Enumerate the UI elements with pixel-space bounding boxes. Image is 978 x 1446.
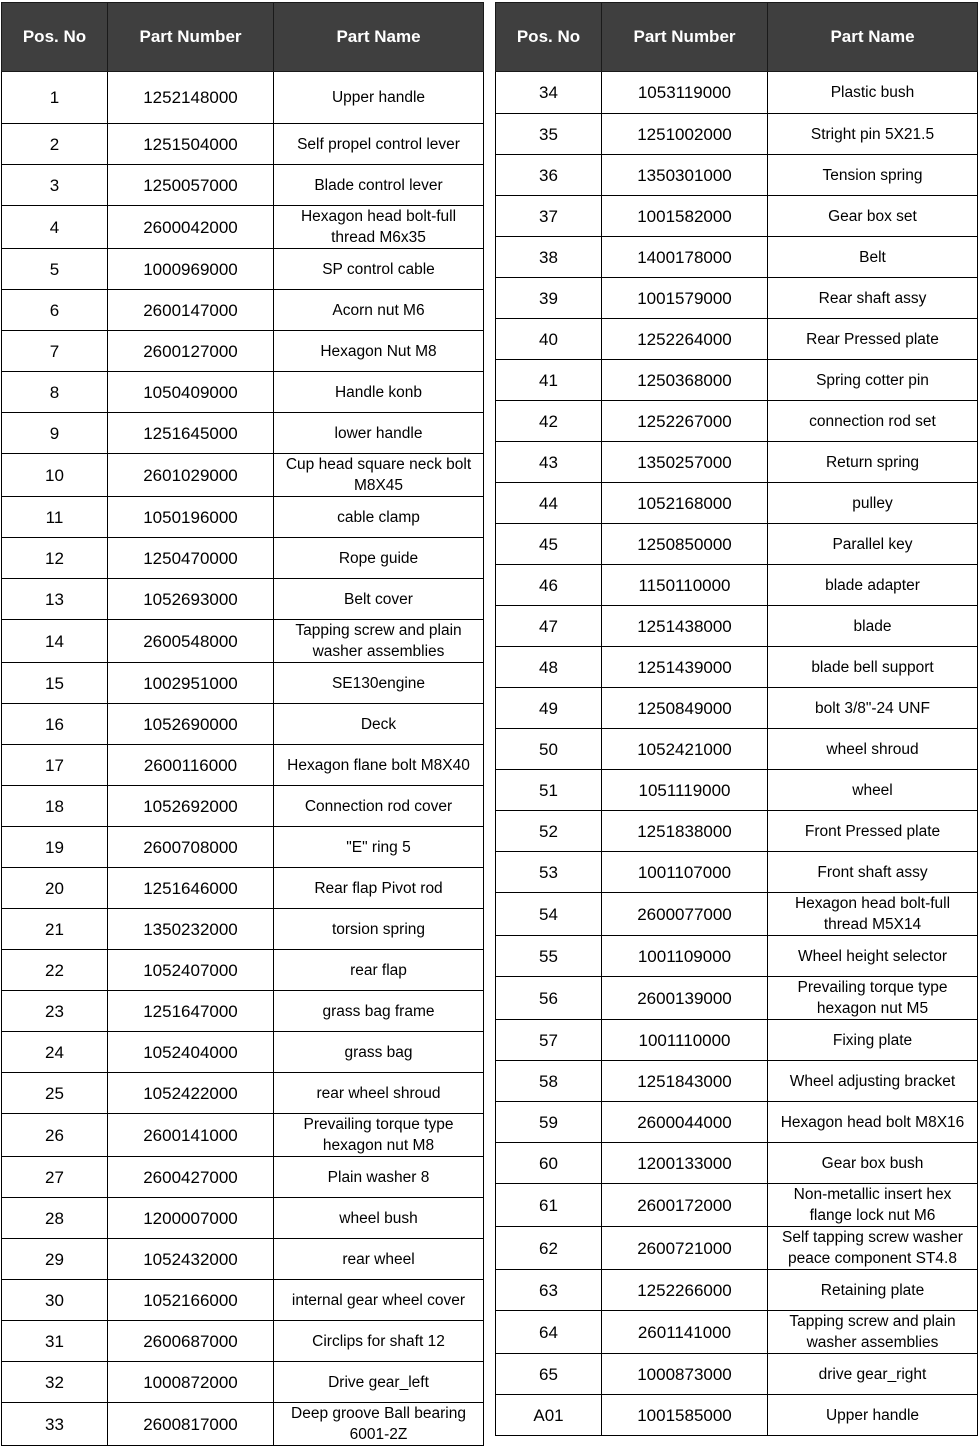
pos-no-cell: 44 xyxy=(496,483,602,524)
pos-no-cell: 59 xyxy=(496,1102,602,1143)
table-row xyxy=(496,401,978,442)
table-row xyxy=(2,454,484,497)
pos-no-cell: 55 xyxy=(496,936,602,977)
part-number-cell: 2600172000 xyxy=(602,1184,768,1227)
pos-no-cell: 18 xyxy=(2,786,108,827)
pos-no-cell: 57 xyxy=(496,1020,602,1061)
part-number-cell: 1050409000 xyxy=(108,372,274,413)
part-name-cell: SE130engine xyxy=(274,663,484,704)
table-row xyxy=(2,290,484,331)
part-name-cell: cable clamp xyxy=(274,497,484,538)
part-name-cell: Connection rod cover xyxy=(274,786,484,827)
part-number-cell: 1200007000 xyxy=(108,1198,274,1239)
pos-no-cell: 38 xyxy=(496,237,602,278)
table-row xyxy=(496,729,978,770)
pos-no-cell: 11 xyxy=(2,497,108,538)
part-number-cell: 1200133000 xyxy=(602,1143,768,1184)
table-row xyxy=(2,206,484,249)
pos-no-cell: 60 xyxy=(496,1143,602,1184)
part-number-cell: 1001585000 xyxy=(602,1395,768,1436)
pos-no-cell: 33 xyxy=(2,1403,108,1446)
pos-no-cell: 62 xyxy=(496,1227,602,1270)
part-name-cell: Parallel key xyxy=(768,524,978,565)
parts-table-left xyxy=(1,2,484,1446)
part-number-cell: 2600139000 xyxy=(602,977,768,1020)
table-row xyxy=(496,1311,978,1354)
part-number-cell: 1252266000 xyxy=(602,1270,768,1311)
pos-no-cell: 13 xyxy=(2,579,108,620)
part-name-cell: Prevailing torque type hexagon nut M8 xyxy=(274,1114,484,1157)
part-name-cell: connection rod set xyxy=(768,401,978,442)
part-number-cell: 1000872000 xyxy=(108,1362,274,1403)
parts-body-right xyxy=(496,72,978,1436)
part-name-cell: Blade control lever xyxy=(274,165,484,206)
part-name-cell: Fixing plate xyxy=(768,1020,978,1061)
part-name-cell: grass bag frame xyxy=(274,991,484,1032)
table-row xyxy=(496,1061,978,1102)
pos-no-cell: 17 xyxy=(2,745,108,786)
pos-no-cell: 8 xyxy=(2,372,108,413)
header-row xyxy=(496,3,978,72)
part-name-cell: Hexagon head bolt-full thread M6x35 xyxy=(274,206,484,249)
pos-no-cell: 53 xyxy=(496,852,602,893)
pos-no-cell: 52 xyxy=(496,811,602,852)
part-name-cell: torsion spring xyxy=(274,909,484,950)
pos-no-cell: 12 xyxy=(2,538,108,579)
part-number-cell: 1052692000 xyxy=(108,786,274,827)
table-row xyxy=(2,827,484,868)
table-row xyxy=(2,372,484,413)
table-row xyxy=(2,704,484,745)
table-row xyxy=(2,1114,484,1157)
part-number-cell: 1251647000 xyxy=(108,991,274,1032)
part-number-cell: 1001579000 xyxy=(602,278,768,319)
pos-no-cell: 27 xyxy=(2,1157,108,1198)
pos-no-cell: 24 xyxy=(2,1032,108,1073)
pos-no-cell: 32 xyxy=(2,1362,108,1403)
part-name-cell: Hexagon flane bolt M8X40 xyxy=(274,745,484,786)
part-number-cell: 1250850000 xyxy=(602,524,768,565)
pos-no-cell: 29 xyxy=(2,1239,108,1280)
pos-no-cell: 36 xyxy=(496,155,602,196)
part-number-cell: 1350301000 xyxy=(602,155,768,196)
part-name-cell: internal gear wheel cover xyxy=(274,1280,484,1321)
table-row xyxy=(496,1354,978,1395)
table-row xyxy=(496,977,978,1020)
part-name-cell: Front shaft assy xyxy=(768,852,978,893)
part-name-cell: blade bell support xyxy=(768,647,978,688)
part-name-cell: Non-metallic insert hex flange lock nut M6 xyxy=(768,1184,978,1227)
table-row xyxy=(2,745,484,786)
part-number-cell: 1053119000 xyxy=(602,72,768,114)
pos-no-cell: 30 xyxy=(2,1280,108,1321)
part-number-cell: 1251838000 xyxy=(602,811,768,852)
part-number-cell: 2600042000 xyxy=(108,206,274,249)
table-row xyxy=(496,319,978,360)
table-row xyxy=(496,688,978,729)
table-row xyxy=(496,155,978,196)
pos-no-cell: 4 xyxy=(2,206,108,249)
part-name-cell: Belt cover xyxy=(274,579,484,620)
header-pos-no: Pos. No xyxy=(2,3,108,72)
parts-table-right xyxy=(495,2,978,1436)
part-name-cell: rear wheel shroud xyxy=(274,1073,484,1114)
table-row xyxy=(2,1403,484,1446)
table-row xyxy=(2,1073,484,1114)
part-number-cell: 1052422000 xyxy=(108,1073,274,1114)
table-row xyxy=(496,1020,978,1061)
pos-no-cell: 56 xyxy=(496,977,602,1020)
pos-no-cell: 2 xyxy=(2,124,108,165)
pos-no-cell: 15 xyxy=(2,663,108,704)
part-number-cell: 2600077000 xyxy=(602,893,768,936)
part-name-cell: Wheel adjusting bracket xyxy=(768,1061,978,1102)
table-row xyxy=(496,936,978,977)
part-name-cell: Hexagon head bolt M8X16 xyxy=(768,1102,978,1143)
part-name-cell: Upper handle xyxy=(274,72,484,124)
pos-no-cell: 50 xyxy=(496,729,602,770)
pos-no-cell: 41 xyxy=(496,360,602,401)
table-row xyxy=(2,1362,484,1403)
part-number-cell: 1052168000 xyxy=(602,483,768,524)
table-row xyxy=(496,524,978,565)
part-number-cell: 1350232000 xyxy=(108,909,274,950)
part-number-cell: 2600721000 xyxy=(602,1227,768,1270)
table-row xyxy=(2,950,484,991)
part-number-cell: 2600141000 xyxy=(108,1114,274,1157)
part-name-cell: Front Pressed plate xyxy=(768,811,978,852)
part-number-cell: 1000873000 xyxy=(602,1354,768,1395)
part-number-cell: 2601029000 xyxy=(108,454,274,497)
table-row xyxy=(2,413,484,454)
part-name-cell: Plastic bush xyxy=(768,72,978,114)
part-number-cell: 1350257000 xyxy=(602,442,768,483)
part-number-cell: 2600708000 xyxy=(108,827,274,868)
pos-no-cell: 3 xyxy=(2,165,108,206)
part-number-cell: 2600817000 xyxy=(108,1403,274,1446)
pos-no-cell: 45 xyxy=(496,524,602,565)
parts-body-left xyxy=(2,72,484,1446)
table-row xyxy=(2,124,484,165)
part-number-cell: 2600687000 xyxy=(108,1321,274,1362)
table-row xyxy=(496,483,978,524)
part-name-cell: Self tapping screw washer peace component ST4.8 xyxy=(768,1227,978,1270)
pos-no-cell: 63 xyxy=(496,1270,602,1311)
part-name-cell: Retaining plate xyxy=(768,1270,978,1311)
part-name-cell: blade adapter xyxy=(768,565,978,606)
part-number-cell: 1251002000 xyxy=(602,114,768,155)
table-row xyxy=(2,1198,484,1239)
part-number-cell: 1251645000 xyxy=(108,413,274,454)
pos-no-cell: 1 xyxy=(2,72,108,124)
pos-no-cell: 22 xyxy=(2,950,108,991)
part-name-cell: pulley xyxy=(768,483,978,524)
table-row xyxy=(496,72,978,114)
part-name-cell: Acorn nut M6 xyxy=(274,290,484,331)
table-row xyxy=(2,868,484,909)
pos-no-cell: 37 xyxy=(496,196,602,237)
pos-no-cell: 35 xyxy=(496,114,602,155)
part-number-cell: 1251646000 xyxy=(108,868,274,909)
part-name-cell: Handle konb xyxy=(274,372,484,413)
part-name-cell: wheel bush xyxy=(274,1198,484,1239)
table-row xyxy=(496,852,978,893)
header-pos-no: Pos. No xyxy=(496,3,602,72)
part-name-cell: Gear box set xyxy=(768,196,978,237)
table-row xyxy=(2,165,484,206)
table-row xyxy=(2,1321,484,1362)
table-row xyxy=(496,360,978,401)
table-row xyxy=(2,663,484,704)
table-row xyxy=(496,770,978,811)
part-name-cell: drive gear_right xyxy=(768,1354,978,1395)
part-name-cell: rear wheel xyxy=(274,1239,484,1280)
table-row xyxy=(2,1157,484,1198)
table-row xyxy=(496,1270,978,1311)
part-name-cell: Prevailing torque type hexagon nut M5 xyxy=(768,977,978,1020)
part-name-cell: bolt 3/8"-24 UNF xyxy=(768,688,978,729)
pos-no-cell: 47 xyxy=(496,606,602,647)
table-row xyxy=(496,1395,978,1436)
pos-no-cell: 43 xyxy=(496,442,602,483)
part-name-cell: SP control cable xyxy=(274,249,484,290)
pos-no-cell: 64 xyxy=(496,1311,602,1354)
part-name-cell: Rear Pressed plate xyxy=(768,319,978,360)
part-number-cell: 1250368000 xyxy=(602,360,768,401)
part-name-cell: Plain washer 8 xyxy=(274,1157,484,1198)
header-part-name: Part Name xyxy=(274,3,484,72)
part-number-cell: 1251843000 xyxy=(602,1061,768,1102)
pos-no-cell: 42 xyxy=(496,401,602,442)
table-row xyxy=(496,565,978,606)
pos-no-cell: 51 xyxy=(496,770,602,811)
table-row xyxy=(2,249,484,290)
table-row xyxy=(496,278,978,319)
table-row xyxy=(2,1239,484,1280)
part-number-cell: 1252267000 xyxy=(602,401,768,442)
part-number-cell: 1001107000 xyxy=(602,852,768,893)
part-name-cell: "E" ring 5 xyxy=(274,827,484,868)
part-number-cell: 2600427000 xyxy=(108,1157,274,1198)
part-number-cell: 1052404000 xyxy=(108,1032,274,1073)
pos-no-cell: 19 xyxy=(2,827,108,868)
pos-no-cell: 20 xyxy=(2,868,108,909)
table-row xyxy=(496,237,978,278)
pos-no-cell: 61 xyxy=(496,1184,602,1227)
part-name-cell: lower handle xyxy=(274,413,484,454)
part-number-cell: 1150110000 xyxy=(602,565,768,606)
part-name-cell: Tension spring xyxy=(768,155,978,196)
part-name-cell: Deck xyxy=(274,704,484,745)
part-name-cell: Tapping screw and plain washer assemblies xyxy=(768,1311,978,1354)
pos-no-cell: 54 xyxy=(496,893,602,936)
part-number-cell: 1250849000 xyxy=(602,688,768,729)
pos-no-cell: 6 xyxy=(2,290,108,331)
pos-no-cell: 39 xyxy=(496,278,602,319)
table-row xyxy=(2,1280,484,1321)
table-row xyxy=(2,991,484,1032)
pos-no-cell: 7 xyxy=(2,331,108,372)
part-number-cell: 1051119000 xyxy=(602,770,768,811)
table-row xyxy=(2,331,484,372)
part-name-cell: Rope guide xyxy=(274,538,484,579)
table-row xyxy=(496,1143,978,1184)
part-number-cell: 1050196000 xyxy=(108,497,274,538)
header-part-number: Part Number xyxy=(108,3,274,72)
part-number-cell: 2601141000 xyxy=(602,1311,768,1354)
pos-no-cell: 9 xyxy=(2,413,108,454)
part-number-cell: 1052690000 xyxy=(108,704,274,745)
part-number-cell: 1251438000 xyxy=(602,606,768,647)
pos-no-cell: 23 xyxy=(2,991,108,1032)
pos-no-cell: 5 xyxy=(2,249,108,290)
part-number-cell: 1252264000 xyxy=(602,319,768,360)
part-number-cell: 1251439000 xyxy=(602,647,768,688)
pos-no-cell: 25 xyxy=(2,1073,108,1114)
table-row xyxy=(2,786,484,827)
header-row xyxy=(2,3,484,72)
part-number-cell: 1001109000 xyxy=(602,936,768,977)
pos-no-cell: 58 xyxy=(496,1061,602,1102)
table-row xyxy=(2,72,484,124)
part-name-cell: Rear flap Pivot rod xyxy=(274,868,484,909)
part-number-cell: 2600116000 xyxy=(108,745,274,786)
part-name-cell: blade xyxy=(768,606,978,647)
part-name-cell: Rear shaft assy xyxy=(768,278,978,319)
pos-no-cell: A01 xyxy=(496,1395,602,1436)
table-row xyxy=(496,1102,978,1143)
table-row xyxy=(496,647,978,688)
pos-no-cell: 28 xyxy=(2,1198,108,1239)
part-name-cell: Gear box bush xyxy=(768,1143,978,1184)
part-number-cell: 2600548000 xyxy=(108,620,274,663)
part-name-cell: Hexagon head bolt-full thread M5X14 xyxy=(768,893,978,936)
pos-no-cell: 21 xyxy=(2,909,108,950)
part-name-cell: Wheel height selector xyxy=(768,936,978,977)
part-number-cell: 1001110000 xyxy=(602,1020,768,1061)
table-row xyxy=(496,442,978,483)
header-part-number: Part Number xyxy=(602,3,768,72)
table-row xyxy=(2,579,484,620)
part-name-cell: wheel shroud xyxy=(768,729,978,770)
table-row xyxy=(2,538,484,579)
part-number-cell: 1250057000 xyxy=(108,165,274,206)
table-row xyxy=(2,1032,484,1073)
table-row xyxy=(496,114,978,155)
part-name-cell: Tapping screw and plain washer assemblies xyxy=(274,620,484,663)
table-row xyxy=(2,909,484,950)
header-part-name: Part Name xyxy=(768,3,978,72)
part-name-cell: Hexagon Nut M8 xyxy=(274,331,484,372)
part-name-cell: Spring cotter pin xyxy=(768,360,978,401)
part-number-cell: 1052432000 xyxy=(108,1239,274,1280)
part-number-cell: 1052693000 xyxy=(108,579,274,620)
part-number-cell: 1052421000 xyxy=(602,729,768,770)
table-row xyxy=(496,1227,978,1270)
table-row xyxy=(496,196,978,237)
part-name-cell: Drive gear_left xyxy=(274,1362,484,1403)
part-number-cell: 1000969000 xyxy=(108,249,274,290)
part-name-cell: Upper handle xyxy=(768,1395,978,1436)
part-number-cell: 1052166000 xyxy=(108,1280,274,1321)
table-row xyxy=(496,606,978,647)
pos-no-cell: 14 xyxy=(2,620,108,663)
pos-no-cell: 34 xyxy=(496,72,602,114)
pos-no-cell: 48 xyxy=(496,647,602,688)
part-name-cell: rear flap xyxy=(274,950,484,991)
table-row xyxy=(2,620,484,663)
table-row xyxy=(496,893,978,936)
pos-no-cell: 65 xyxy=(496,1354,602,1395)
part-name-cell: Circlips for shaft 12 xyxy=(274,1321,484,1362)
pos-no-cell: 49 xyxy=(496,688,602,729)
pos-no-cell: 31 xyxy=(2,1321,108,1362)
pos-no-cell: 26 xyxy=(2,1114,108,1157)
table-row xyxy=(496,1184,978,1227)
part-number-cell: 2600147000 xyxy=(108,290,274,331)
part-name-cell: Belt xyxy=(768,237,978,278)
part-name-cell: Cup head square neck bolt M8X45 xyxy=(274,454,484,497)
part-name-cell: grass bag xyxy=(274,1032,484,1073)
part-number-cell: 1052407000 xyxy=(108,950,274,991)
pos-no-cell: 10 xyxy=(2,454,108,497)
table-row xyxy=(496,811,978,852)
part-name-cell: Deep groove Ball bearing 6001-2Z xyxy=(274,1403,484,1446)
part-number-cell: 1251504000 xyxy=(108,124,274,165)
part-number-cell: 1250470000 xyxy=(108,538,274,579)
part-name-cell: Self propel control lever xyxy=(274,124,484,165)
part-number-cell: 1400178000 xyxy=(602,237,768,278)
part-number-cell: 1001582000 xyxy=(602,196,768,237)
part-number-cell: 1252148000 xyxy=(108,72,274,124)
part-name-cell: Return spring xyxy=(768,442,978,483)
part-name-cell: wheel xyxy=(768,770,978,811)
table-row xyxy=(2,497,484,538)
pos-no-cell: 46 xyxy=(496,565,602,606)
pos-no-cell: 40 xyxy=(496,319,602,360)
pos-no-cell: 16 xyxy=(2,704,108,745)
part-number-cell: 1002951000 xyxy=(108,663,274,704)
part-number-cell: 2600044000 xyxy=(602,1102,768,1143)
part-name-cell: Stright pin 5X21.5 xyxy=(768,114,978,155)
part-number-cell: 2600127000 xyxy=(108,331,274,372)
